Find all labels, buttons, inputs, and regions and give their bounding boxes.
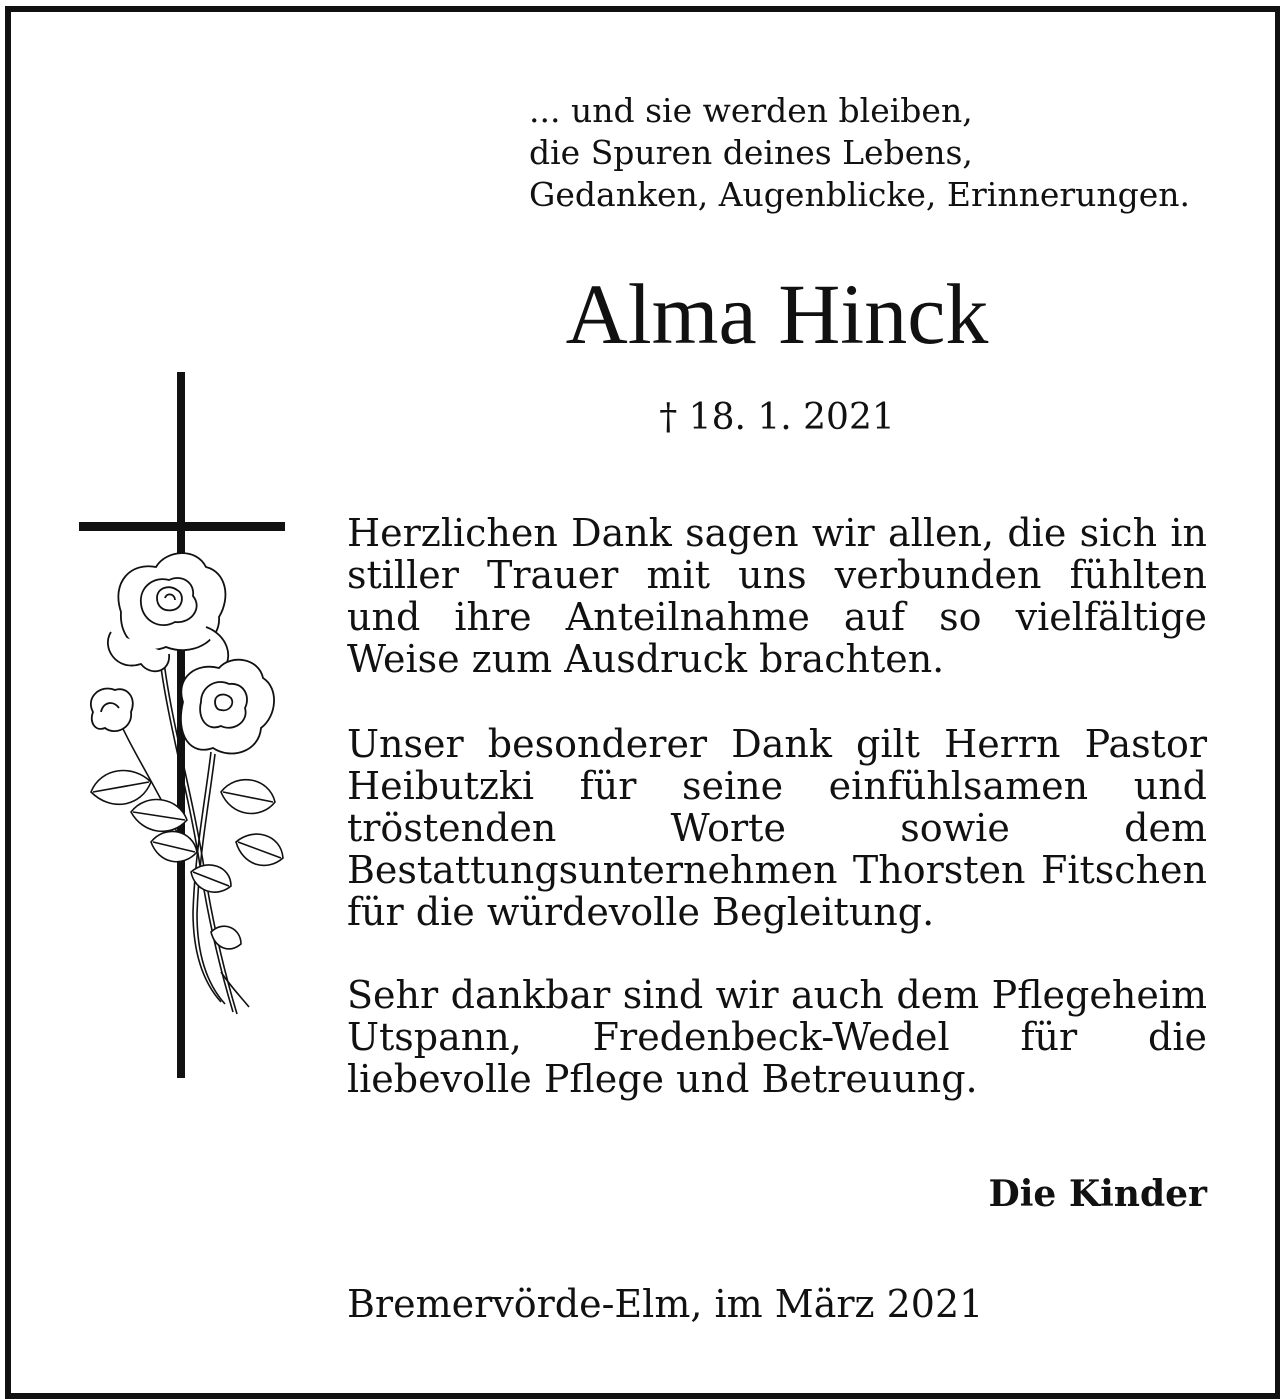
- thanks-paragraph: Sehr dankbar sind wir auch dem Pflegeheim Utspann, Fredenbeck-Wedel für die liebevolle Pflege und Betreuung.: [347, 973, 1207, 1101]
- signature: Die Kinder: [988, 1173, 1207, 1215]
- place-date: Bremervörde-Elm, im März 2021: [347, 1282, 984, 1326]
- motto-line: die Spuren deines Lebens,: [529, 133, 973, 172]
- motto-line: Gedanken, Augenblicke, Erinnerungen.: [529, 175, 1191, 214]
- deceased-name: Alma Hinck: [565, 266, 989, 362]
- death-date: † 18. 1. 2021: [659, 397, 895, 438]
- thanks-paragraph: Unser besonderer Dank gilt Herrn Pastor Heibutzki für seine einfühlsamen und tröstenden Worte sowie dem Bestattungsunternehmen Thorsten Fitschen für die würdevolle Begleitung.: [347, 722, 1207, 934]
- obituary-frame: [5, 6, 1280, 1399]
- thanks-paragraph: Herzlichen Dank sagen wir allen, die sich in stiller Trauer mit uns verbunden fühlten und ihre Anteilnahme auf so vielfältige Weise zum Ausdruck brachten.: [347, 511, 1207, 681]
- motto: [529, 90, 1229, 216]
- motto-line: ... und sie werden bleiben,: [529, 91, 973, 130]
- cross-with-roses-icon: [71, 372, 301, 1092]
